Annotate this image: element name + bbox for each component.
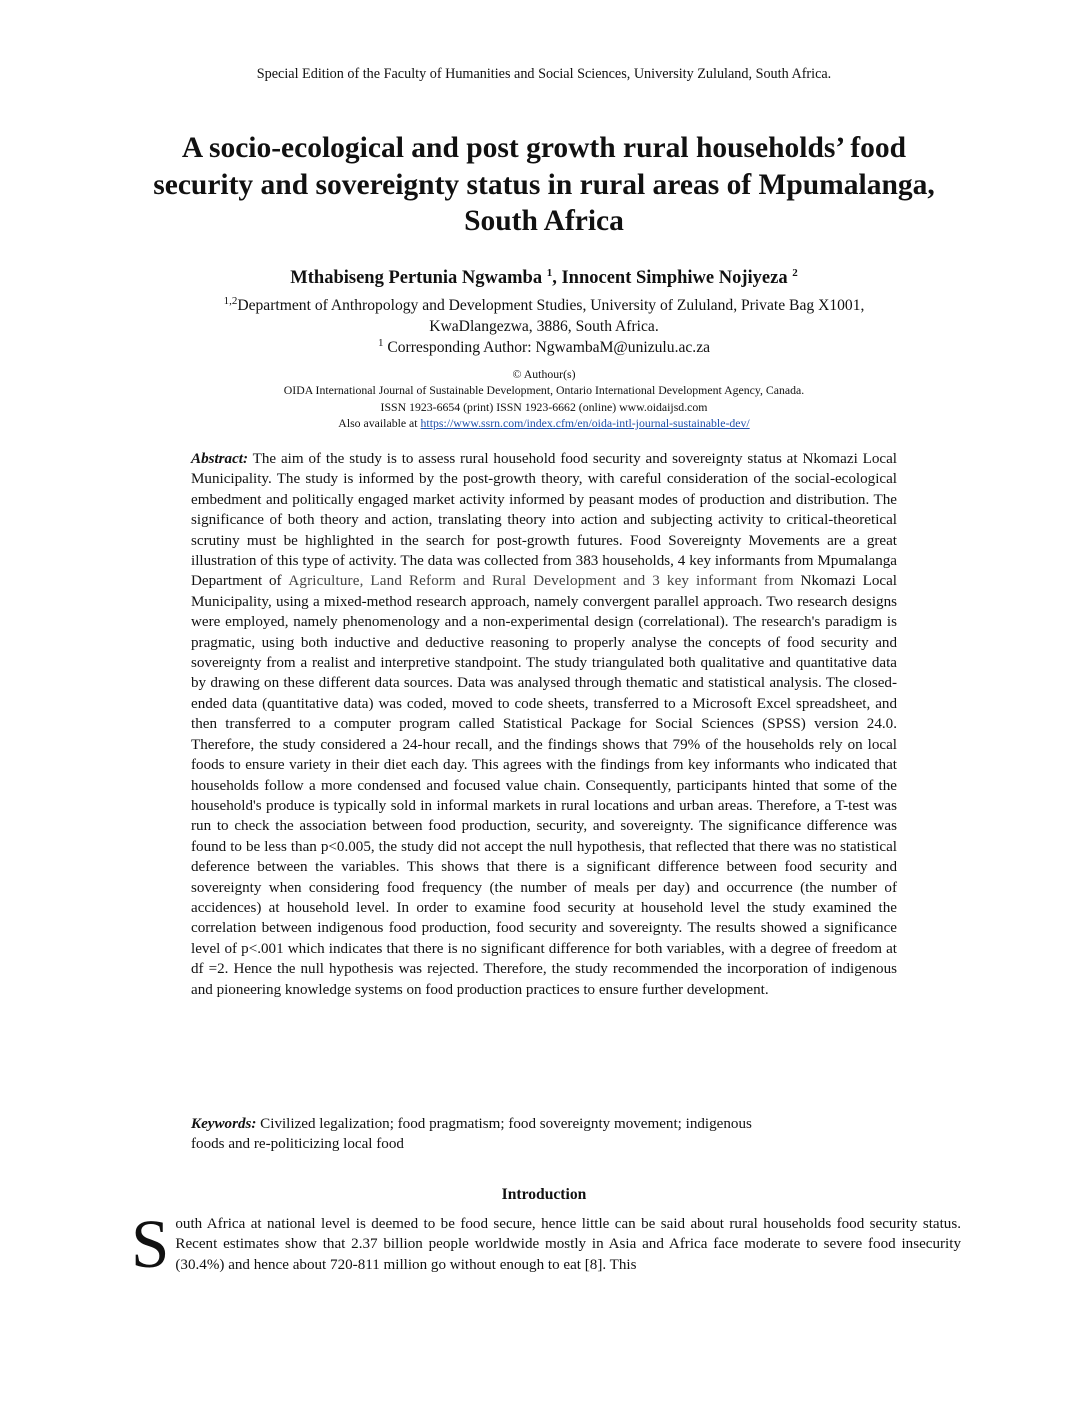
affiliation-text: Department of Anthropology and Development Studies, University of Zululand, Private Bag X1001, (237, 297, 865, 314)
abstract-label: Abstract: (191, 451, 249, 467)
author-superscript: 1 (546, 266, 553, 279)
section-heading-introduction: Introduction (501, 1186, 587, 1203)
keywords-label: Keywords: (191, 1116, 257, 1132)
journal-name: OIDA International Journal of Sustainable Development, Ontario International Development Agency, Canada. (283, 383, 805, 398)
author-name: Mthabiseng Pertunia Ngwamba (290, 268, 543, 288)
corresponding-author (150, 337, 938, 358)
affiliation-superscript: 1,2 (223, 294, 238, 307)
copyright-line: © Authour(s) (512, 367, 576, 381)
author-separator: , (552, 268, 562, 288)
abstract-text-continued: Nkomazi Local Municipality, using a mixed-method research approach, namely convergent parallel approach. Two research designs were employed, namely phenomenology and a non-experimental design (correlational). The research's paradigm is pragmatic, using both inductive and deductive reasoning to properly analyse the concepts of food security and sovereignty from a realist and interpretive standpoint. The study triangulated both qualitative and quantitative data by drawing on these different data sources. Data was analysed through thematic and statistical analysis. The closed-ended data (quantitative data) was coded, moved to code sheets, transferred to a Microsoft Excel spreadsheet, and then transferred to a computer program called Statistical Package for Social Sciences (SPSS) version 24.0. Therefore, the study considered a 24-hour recall, and the findings shows that 79% of the households rely on local foods to ensure variety in their diet each day. This agrees with the findings from key informants who indicated that households follow a more condensed and focused value chain. Consequently, participants hinted that some of the household's produce is typically sold in informal markets in rural locations and urban areas. Therefore, a T-test was run to check the association between food production, security, and sovereignty. The significance difference was found to be less than p<0.005, the study did not accept the null hypothesis, that reflected that there was no statistical deference between the variables. This shows that there is a significant difference between food security and sovereignty when considering food frequency (the number of meals per day) and occurrence (the number of accidences) at household level. In order to examine food security at household level the study examined the correlation between indigenous food production, food security and sovereignty. The results showed a significance level of p<.001 which indicates that there is no significant difference for both variables, with a degree of freedom at df =2. Hence the null hypothesis was rejected. Therefore, the study recommended the incorporation of indigenous and pioneering knowledge systems on food production practices to ensure further development. (191, 573, 898, 998)
availability-line (100, 415, 988, 431)
issn-line: ISSN 1923-6654 (print) ISSN 1923-6662 (online) www.oidaijsd.com (380, 399, 708, 414)
introduction-text: outh Africa at national level is deemed to be food secure, hence little can be said about rural households food security status. Recent estimates show that 2.37 billion people worldwide mostly in Asia and Africa face moderate to severe food insecurity (30.4%) and hence about 720-811 million go without enough to eat [8]. This (175, 1216, 961, 1273)
introduction-paragraph (131, 1206, 961, 1282)
abstract-text-highlighted: Agriculture, Land Reform and Rural Development and 3 key informant from (288, 573, 794, 590)
drop-cap: S (131, 1206, 170, 1282)
ssrn-link[interactable]: https://www.ssrn.com/index.cfm/en/oida-intl-journal-sustainable-dev/ (420, 416, 750, 431)
affiliation-line-2: KwaDlangezwa, 3886, South Africa. (429, 318, 659, 335)
journal-info (100, 366, 988, 432)
keywords (191, 1114, 897, 1155)
keywords-line-1: Civilized legalization; food pragmatism; food sovereignty movement; indigenous (256, 1116, 752, 1132)
author-name: Innocent Simphiwe Nojiyeza (561, 268, 788, 288)
affiliation-block (150, 295, 938, 358)
author-line (0, 268, 1088, 289)
paper-title: A socio-ecological and post growth rural households’ food security and sovereignty status in rural areas of Mpumalanga, South Africa (153, 132, 935, 237)
abstract-text: The aim of the study is to assess rural household food security and sovereignty status at Nkomazi Local Municipality. The study is informed by the post-growth theory, with careful consideration of the social-ecological embedment and politically engaged market activity informed by peasant modes of production and distribution. The significance of both theory and action, translating theory into action and subjecting activity to critical-theoretical scrutiny must be highlighted in the search for post-growth futures. Food Sovereignty Movements are a great illustration of this type of activity. The data was collected from 383 households, 4 key informants from Mpumalanga Department of (191, 451, 897, 590)
availability-prefix: Also available at (338, 416, 418, 431)
keywords-line-2: foods and re-politicizing local food (191, 1136, 404, 1153)
affiliation-line-1 (150, 295, 938, 316)
running-header: Special Edition of the Faculty of Humanities and Social Sciences, University Zululand, South Africa. (256, 66, 832, 82)
corresponding-text: Corresponding Author: NgwambaM@unizulu.ac.za (387, 339, 711, 356)
author-superscript: 2 (792, 266, 798, 279)
corresponding-superscript: 1 (377, 336, 384, 349)
abstract (191, 449, 897, 1000)
